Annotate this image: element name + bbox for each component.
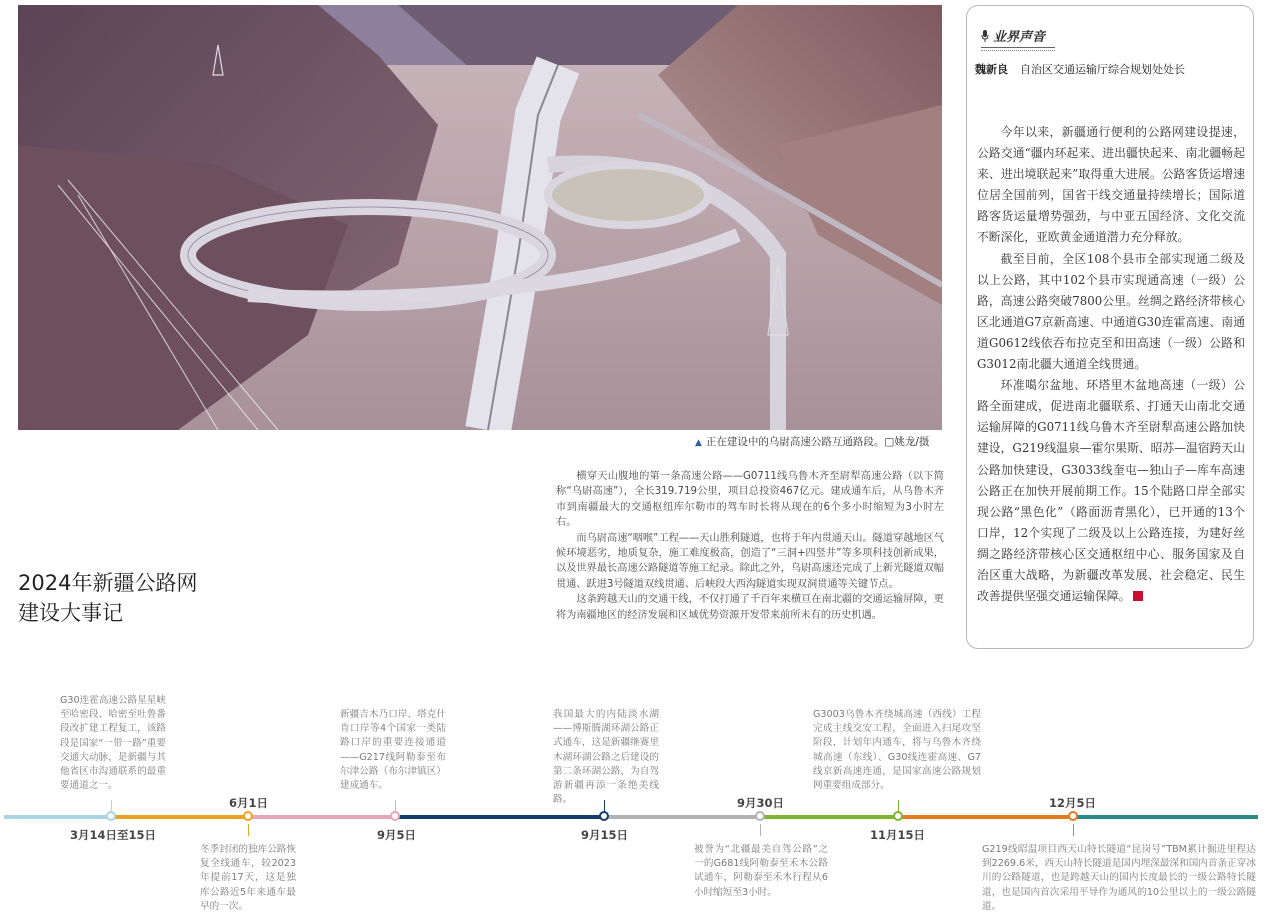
timeline-node	[599, 811, 609, 821]
timeline-segment	[248, 815, 395, 819]
sidebar-paragraph-text: 环准噶尔盆地、环塔里木盆地高速（一级）公路全面建成，促进南北疆联系、打通天山南北交通运输屏障的G0711线乌鲁木齐至尉犁高速公路加快建设，G219线温泉—霍尔果斯、昭苏—温宿跨天山公路加快建设，G3033线奎屯—独山子—库车高速公路正在加快开展前期工作。15个陆路口岸全部实现公路“黑色化”（路面沥青黑化），已开通的13个口岸，12个实现了二级及以上公路连接，为建好丝绸之路经济带核心区交通枢纽中心、服务国家及自治区重大战略，为新疆改革发展、社会稳定、民生改善提供坚强交通运输保障。	[977, 378, 1245, 604]
event-date: 9月5日	[377, 828, 417, 842]
event-date: 11月15日	[870, 828, 926, 842]
timeline-segment	[4, 815, 111, 819]
sidebar-paragraph: 今年以来，新疆通行便利的公路网建设提速，公路交通“疆内环起来、进出疆快起来、南北疆畅起来、进出境联起来”取得重大进展。公路客货运增速位居全国前列，国省干线交通量持续增长；国际道路客货运量增势强劲，与中亚五国经济、文化交流不断深化，亚欧黄金通道潜力充分释放。	[977, 125, 1245, 245]
article-paragraph: 而乌尉高速“咽喉”工程——天山胜利隧道，也将于年内贯通天山。隧道穿越地区气候环境恶劣，地质复杂，施工难度极高，创造了“三洞+四竖井”等多项科技创新成果，以及世界最长高速公路隧道等施工纪录。除此之外，乌尉高速还完成了上新光隧道双幅贯通、跃进3号隧道双线贯通、后峡段大西沟隧道实现双洞贯通等关键节点。	[556, 532, 944, 590]
timeline-tick	[248, 824, 249, 836]
timeline-node	[1068, 811, 1078, 821]
event-date: 12月5日	[1049, 796, 1097, 810]
industry-voice-body	[977, 122, 1245, 607]
timeline-node	[390, 811, 400, 821]
timeline-tick	[111, 800, 112, 812]
event-date: 3月14日至15日	[70, 828, 157, 842]
timeline-tick	[1073, 824, 1074, 836]
heading-text: 业界声音	[993, 30, 1046, 45]
event-date: 6月1日	[229, 796, 269, 810]
section-title-line2: 建设大事记	[18, 601, 123, 625]
section-title-line1: 2024年新疆公路网	[18, 571, 198, 595]
interchange-photo-illustration	[18, 5, 942, 430]
event-text: 新疆吉木乃口岸、塔克什肯口岸等4个国家一类陆路口岸的重要连接通道——G217线阿勒泰至布尔津公路（布尔津镇区）建成通车。	[340, 709, 446, 792]
timeline-tick	[760, 824, 761, 836]
timeline-node	[106, 811, 116, 821]
photo-credit: □姚龙/摄	[884, 436, 930, 448]
article-paragraph: 这条跨越天山的交通干线，不仅打通了千百年来横亘在南北疆的交通运输屏障，更将为南疆地区的经济发展和区域优势资源开发带来前所未有的历史机遇。	[556, 594, 944, 621]
timeline-node	[893, 811, 903, 821]
event-text: G219线昭温项目西天山特长隧道“昆岗号”TBM累计掘进里程达到2269.6米，西天山特长隧道是国内埋深最深和国内首条正穿冰川的公路隧道，也是跨越天山的国内长度最长的一级公路特长隧道，也是国内首次采用平导作为通风的10公里以上的一级公路隧道。	[982, 844, 1256, 912]
timeline-tick	[395, 800, 396, 812]
timeline-segment	[898, 815, 1073, 819]
caption-triangle-icon: ▲	[695, 438, 702, 448]
timeline-segment	[1073, 815, 1258, 819]
speaker-name: 魏新良	[975, 63, 1008, 76]
event-text: 被誉为“北疆最美自驾公路”之一的G681线阿勒泰至禾木公路试通车，阿勒泰至禾木行程从6小时缩短至3小时。	[694, 844, 828, 898]
caption-text: 正在建设中的乌尉高速公路互通路段。	[705, 436, 885, 448]
industry-voice-heading	[981, 26, 1045, 45]
event-text: G3003乌鲁木齐绕城高速（西线）工程完成主线交安工程，全面进入扫尾攻坚阶段，计划年内通车，将与乌鲁木齐绕城高速（东线）、G30线连霍高速、G7线京新高速连通，是国家高速公路规划网重要组成部分。	[813, 709, 981, 792]
section-title	[18, 568, 197, 628]
timeline-node	[243, 811, 253, 821]
end-mark-icon	[1133, 591, 1143, 601]
event-date: 9月15日	[581, 828, 629, 842]
speaker-line	[975, 61, 1185, 77]
timeline-segment	[604, 815, 760, 819]
interchange-photo	[18, 5, 942, 430]
heading-rule-dotted	[981, 50, 1055, 51]
timeline-node	[755, 811, 765, 821]
timeline-segment	[111, 815, 248, 819]
speaker-title: 自治区交通运输厅综合规划处处长	[1020, 63, 1185, 76]
photo-caption	[695, 434, 929, 449]
event-text: 我国最大的内陆淡水湖——博斯腾湖环湖公路正式通车，这是新疆继赛里木湖环湖公路之后建设的第二条环湖公路，为自驾游新疆再添一条绝美线路。	[553, 709, 659, 806]
sidebar-paragraph	[977, 375, 1245, 607]
article-paragraph: 横穿天山腹地的第一条高速公路——G0711线乌鲁木齐至尉犁高速公路（以下简称“乌尉高速”），全长319.719公里，项目总投资467亿元。建成通车后，从乌鲁木齐市到南疆最大的交通枢纽库尔勒市的驾车时长将从现在的6个多小时缩短为3小时左右。	[556, 471, 944, 529]
event-date: 9月30日	[737, 796, 785, 810]
industry-voice-box	[966, 5, 1254, 649]
timeline-segment	[760, 815, 898, 819]
timeline-tick	[898, 800, 899, 812]
microphone-icon	[981, 30, 989, 42]
event-text: 冬季封闭的独库公路恢复全线通车，较2023年提前17天，这是独库公路近5年来通车最早的一次。	[200, 844, 296, 912]
heading-rule	[981, 47, 1055, 48]
timeline-segment	[395, 815, 604, 819]
sidebar-paragraph: 截至目前，全区108个县市全部实现通二级及以上公路，其中102个县市实现通高速（一级）公路，高速公路突破7800公里。丝绸之路经济带核心区北通道G7京新高速、中通道G30连霍高速、南通道G0612线依吞布拉克至和田高速（一级）公路和G3012南北疆大通道全线贯通。	[977, 251, 1245, 372]
article-body	[556, 469, 944, 623]
timeline-axis	[0, 812, 1270, 824]
event-text: G30连霍高速公路星星峡至哈密段、哈密至吐鲁番段改扩建工程复工，该路段是国家“一带一路”重要交通大动脉，是新疆与其他省区市沟通联系的最重要通道之一。	[60, 695, 166, 792]
